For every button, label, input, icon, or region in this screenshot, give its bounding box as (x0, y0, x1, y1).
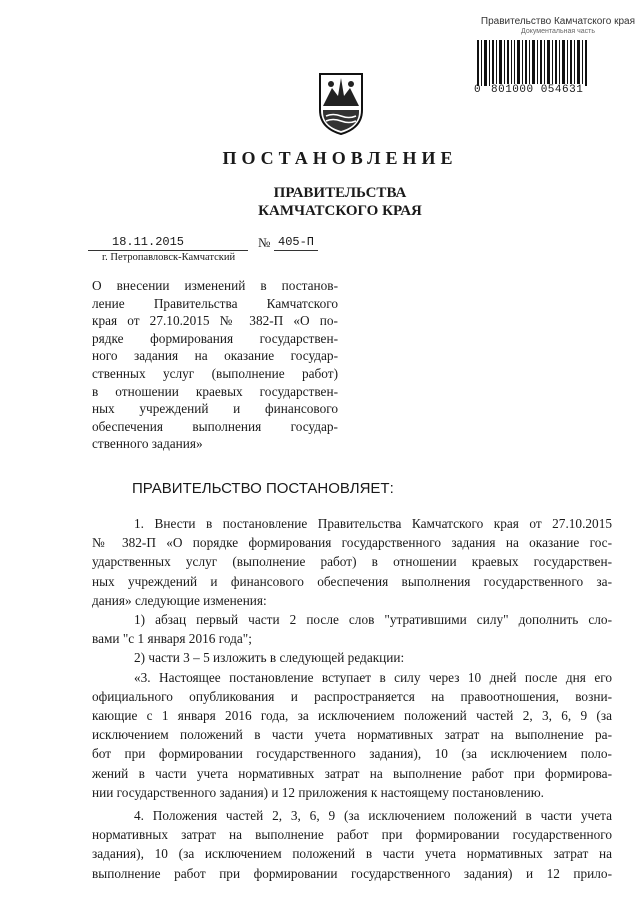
document-title: ПОСТАНОВЛЕНИЕ (222, 148, 458, 168)
body-line: № 382-П «О порядке формирования государственного задания на оказание гос- (92, 535, 612, 551)
issuer-line-2: КАМЧАТСКОГО КРАЯ (258, 203, 422, 219)
body-line: 1. Внести в постановление Правительства Камчатского края от 27.10.2015 (134, 516, 612, 531)
body-line: дания» следующие изменения: (92, 592, 267, 608)
body-text (92, 514, 612, 883)
body-line: исключением положений в части учета нормативных затрат на выполнение ра- (92, 727, 612, 743)
number-underline (274, 250, 318, 251)
subject-line: ление Правительства Камчатского (92, 295, 338, 311)
body-line: «3. Настоящее постановление вступает в силу через 10 дней после дня его (134, 669, 612, 685)
city: г. Петропавловск-Камчатский (102, 252, 236, 263)
barcode-bars-icon (477, 40, 589, 86)
barcode-prefix: 0 (474, 84, 481, 96)
body-line: 4. Положения частей 2, 3, 6, 9 (за исключением положений в части учета (134, 808, 612, 824)
body-line: нормативных затрат на выполнение работ при формировании государственного (92, 827, 612, 843)
document-number: 405-П (278, 235, 315, 249)
body-line: бот при формировании государственного задания), 10 (за исключением поло- (92, 746, 612, 762)
barcode-number: 801000 054631 (491, 84, 584, 96)
subject-line: ственного задания» (92, 436, 203, 452)
subject-line: ного задания на оказание государ- (92, 348, 338, 364)
subject-line: обеспечения выполнения государ- (92, 418, 338, 434)
body-line: 1) абзац первый части 2 после слов "утратившими силу" дополнить сло- (134, 612, 612, 628)
subject-line: ных учреждений и финансового (92, 401, 338, 417)
subject-line: в отношении краевых государствен- (92, 383, 338, 399)
document-date: 18.11.2015 (112, 235, 185, 249)
body-line: вами "с 1 января 2016 года"; (92, 631, 252, 647)
body-line: нии государственного задания) и 12 приложения к настоящему постановлению. (92, 784, 544, 800)
issuer-line-1: ПРАВИТЕЛЬСТВА (273, 185, 407, 201)
body-line: официального опубликования и распространяется на правоотношения, возни- (92, 688, 612, 704)
body-line: выполнение работ при формировании государственного задания) и 12 прило- (92, 865, 612, 881)
stamp-sub: Документальная часть (521, 28, 595, 35)
subject-block (92, 277, 338, 453)
stamp-org: Правительство Камчатского края (480, 16, 635, 27)
subject-line: края от 27.10.2015 № 382-П «О по- (92, 313, 338, 329)
decree-heading: ПРАВИТЕЛЬСТВО ПОСТАНОВЛЯЕТ: (132, 480, 394, 497)
body-line: жений в части учета нормативных затрат на выполнение работ при формирова- (92, 765, 612, 781)
coat-of-arms-icon (318, 70, 364, 136)
date-number-line (88, 235, 328, 251)
registration-stamp (455, 16, 635, 35)
body-line: 2) части 3 – 5 изложить в следующей редакции: (134, 650, 405, 666)
body-line: кающие с 1 января 2016 года, за исключением положений частей 2, 3, 6, 9 (за (92, 708, 612, 724)
number-sign: № (258, 235, 271, 250)
subject-line: ственных услуг (выполнение работ) (92, 365, 338, 381)
body-line: ных учреждений и финансового обеспечения выполнения государственного за- (92, 573, 612, 589)
date-underline (88, 250, 248, 251)
subject-line: рядке формирования государствен- (92, 330, 338, 346)
body-line: ударственных услуг (выполнение работ) в отношении краевых государствен- (92, 554, 612, 570)
subject-line: О внесении изменений в постанов- (92, 278, 338, 293)
body-line: задания), 10 (за исключением положений в части учета нормативных затрат на (92, 846, 612, 862)
